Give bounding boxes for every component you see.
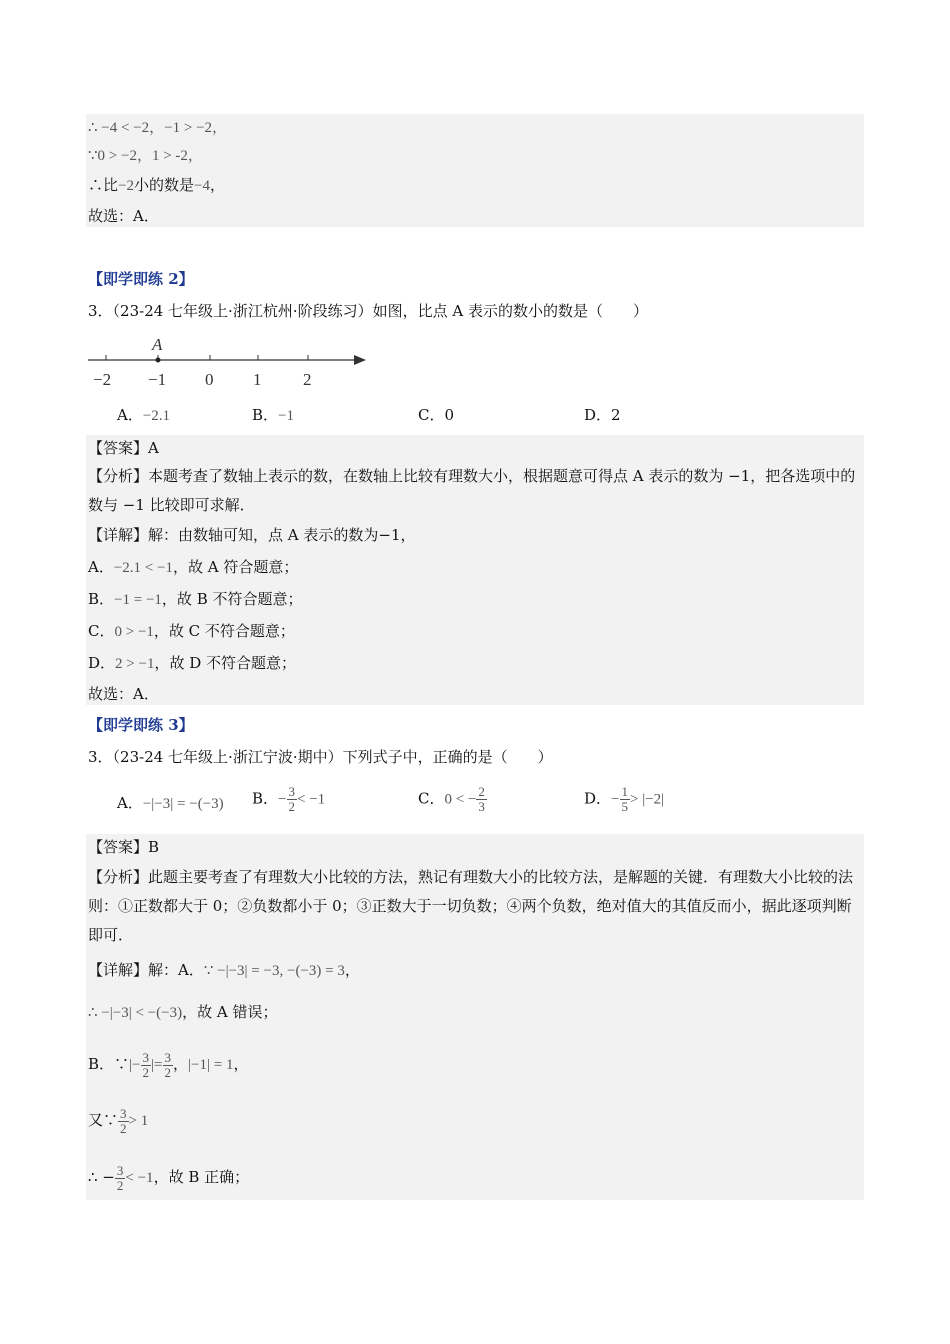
detail-line: ∴ −|−3| < −(−3)，故 A 错误；	[88, 1003, 278, 1021]
option-a: A．−|−3| = −(−3)	[117, 794, 224, 812]
option-b: B．− $\frac{3}{2}$ < −1	[252, 784, 326, 814]
section-heading: 【即学即练 3】	[88, 716, 194, 734]
detail-line: C．0 > −1，故 C 不符合题意；	[88, 622, 295, 640]
tick-label: 1	[253, 370, 262, 389]
tick-label: 0	[205, 370, 214, 389]
detail-line: B．∵|− $\frac{3}{2}$ |= $\frac{3}{2}$ ，|−1| = 1，	[88, 1049, 249, 1080]
solution-line: 故选：A．	[88, 207, 159, 225]
tick-label: 2	[303, 370, 312, 389]
detail-line: 【详解】解：A．∵ −|−3| = −3, −(−3) = 3，	[88, 961, 360, 979]
detail-line: 【详解】解：由数轴可知，点 A 表示的数为−1，	[88, 526, 416, 544]
number-line-figure	[86, 330, 376, 390]
analysis-text: 【分析】此题主要考查了有理数大小比较的方法，熟记有理数大小的比较方法，是解题的关键．有理数大小比较的法则：①正数都大于 0；②负数都小于 0；③正数大于一切负数；④两个负数，绝对值大的其值反而小，据此逐项判断即可．	[88, 868, 854, 944]
detail-line: B．−1 = −1，故 B 不符合题意；	[88, 590, 303, 608]
answer-line: 【答案】A	[88, 439, 159, 457]
detail-line: ∴ − $\frac{3}{2}$ < −1，故 B 正确；	[88, 1162, 250, 1193]
detail-line: A．−2.1 < −1，故 A 符合题意；	[88, 558, 299, 576]
option-b: B．−1	[252, 406, 294, 424]
detail-line: 又∵ $\frac{3}{2}$ > 1	[88, 1105, 149, 1136]
tick-label: −2	[93, 370, 112, 389]
option-c: C．0	[418, 406, 455, 424]
tick-label: −1	[148, 370, 167, 389]
solution-line: ∵0 > −2，1 > -2，	[88, 148, 203, 164]
question-text: 3．（23-24 七年级上·浙江宁波·期中）下列式子中，正确的是（ ）	[88, 748, 553, 766]
option-a: A．−2.1	[117, 406, 171, 424]
point-a-label: A	[152, 335, 163, 354]
option-d: D．2	[584, 406, 621, 424]
detail-line: D．2 > −1，故 D 不符合题意；	[88, 654, 297, 672]
analysis-text: 【分析】本题考查了数轴上表示的数，在数轴上比较有理数大小，根据题意可得点 A 表示的数为 −1，把各选项中的数与 −1 比较即可求解．	[88, 467, 856, 514]
point-a-marker	[156, 358, 161, 363]
question-text: 3．（23-24 七年级上·浙江杭州·阶段练习）如图，比点 A 表示的数小的数是（ ）	[88, 302, 648, 320]
solution-line: ∴比−2小的数是−4，	[88, 176, 225, 194]
solution-line: ∴ −4 < −2，−1 > −2，	[88, 120, 228, 136]
option-c: C．0 < − $\frac{2}{3}$	[418, 784, 485, 814]
answer-line: 【答案】B	[88, 838, 160, 856]
section-heading: 【即学即练 2】	[88, 270, 194, 288]
detail-line: 故选：A．	[88, 685, 159, 703]
option-d: D．− $\frac{1}{5}$ > |−2|	[584, 784, 665, 814]
